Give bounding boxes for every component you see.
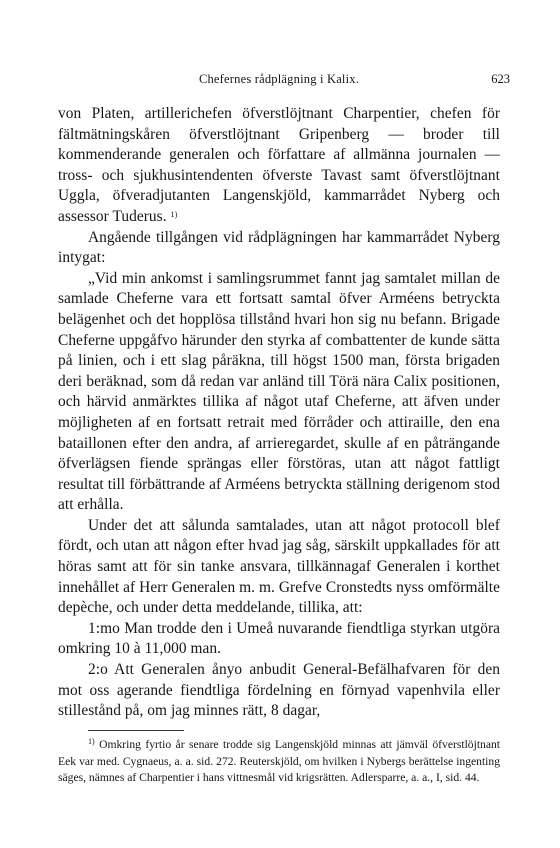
footnote-text: Omkring fyrtio år senare trodde sig Langenskjöld minnas att jämväl öfverstlöjtnant Eek var med. Cygnaeus, a. a. sid. 272. Reuterskjöld, om hvilken i Nybergs berättelse ingenting säges, nämnes af Charpentier i hans vittnesmål vid krigsrätten. Adlersparre, a. a., I, sid. 44. bbox=[58, 737, 500, 785]
paragraph-1 bbox=[58, 104, 500, 228]
paragraph-6: 2:o Att Generalen ånyo anbudit General-Befälhafvaren för den mot oss agerande fiendtliga fördelning en förnyad vapenhvila eller stillestånd på, om jag minnes rätt, 8 dagar, bbox=[58, 661, 500, 720]
page-number: 623 bbox=[491, 72, 510, 86]
footnote-divider bbox=[88, 730, 184, 731]
paragraph-5: 1:mo Man trodde den i Umeå nuvarande fiendtliga styrkan utgöra omkring 10 à 11,000 man. bbox=[58, 619, 500, 658]
quotation-paragraph: „Vid min ankomst i samlingsrummet fannt jag samtalet millan de samlade Cheferne vara ett fortsatt samtal öfver Arméens betryckta belägenhet och det hopplösa tillstånd hvari hon sig nu befann. Brigade Cheferne uppgåfvo härunder den styrka af combattenter de kunde sätta på linien, och i ett slag påräkna, till högst 1500 man, första brigaden deri beräknad, som då redan var anländ till Törä nära Calix positionen, och härvid anmärktes tillika af något utaf Cheferne, att äfven under möjligheten af en fortsatt retrait med förråder och attiraille, den ena bataillonen efter den andra, af arrieregardet, skulle af en påträngande öfverlägsen fiende sprängas eller förstöras, utan att något fattligt resultat till förbättrande af Arméens betryckta ställning derigenom stod att erhålla. bbox=[58, 269, 500, 514]
paragraph-2: Angående tillgången vid rådplägningen har kammarrådet Nyberg intygat: bbox=[58, 228, 500, 267]
book-page bbox=[58, 70, 510, 787]
footnote-reference: 1) bbox=[170, 209, 178, 219]
running-head bbox=[58, 70, 510, 92]
footnote-marker: 1) bbox=[88, 736, 95, 746]
body-text bbox=[58, 104, 500, 722]
running-title: Chefernes rådplägning i Kalix. bbox=[198, 72, 360, 86]
footnote bbox=[58, 737, 500, 787]
paragraph-1-text: von Platen, artillerichefen öfverstlöjtnant Charpentier, chefen för fältmätningskåren öfverstlöjtnant Gripenberg — broder till kommenderande generalen och författare af allmänna journalen — tross- och sjukhusintendenten öfverste Tavast samt öfverstlöjtnant Uggla, öfveradjutanten Langenskjöld, kammarrådet Nyberg och assessor Tuderus. bbox=[58, 105, 500, 225]
paragraph-4: Under det att sålunda samtalades, utan att något protocoll blef fördt, och utan att någon efter hvad jag såg, särskilt uppkallades för att höras samt att för sin tanke ansvara, tillkännagaf Generalen i korthet innehållet af Herr Generalen m. m. Grefve Cronstedts nyss omförmälte depèche, och under detta meddelande, tillika, att: bbox=[58, 516, 500, 617]
